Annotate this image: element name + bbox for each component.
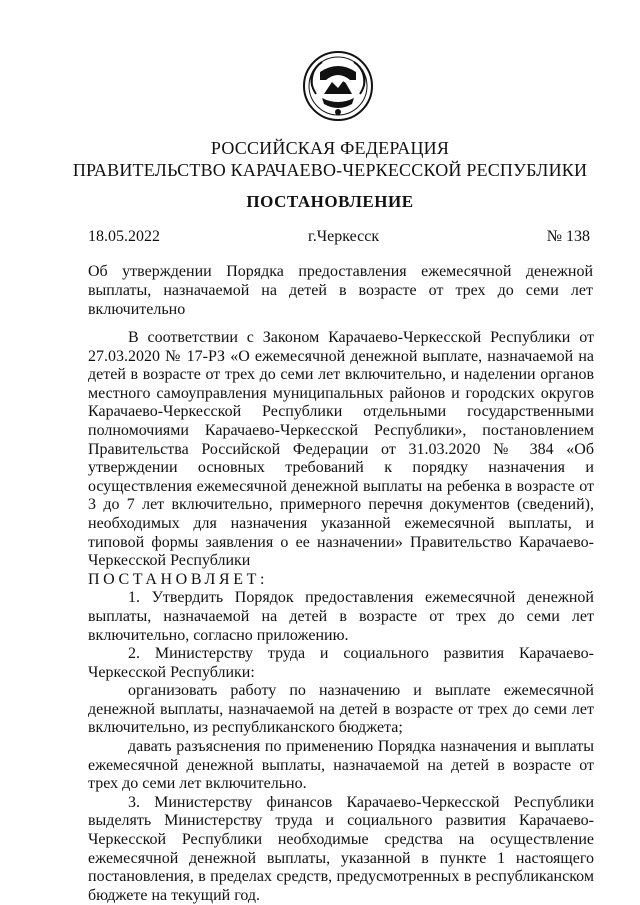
document-type: ПОСТАНОВЛЕНИЕ [246, 192, 414, 211]
document-city: г.Черкесск [308, 228, 380, 245]
coat-of-arms-icon [302, 50, 374, 122]
country-name: РОССИЙСКАЯ ФЕДЕРАЦИЯ [210, 138, 450, 158]
document-date: 18.05.2022 [88, 228, 160, 245]
resolves-heading: ПОСТАНОВЛЯЕТ: [88, 570, 268, 588]
preamble-paragraph: В соответствии с Законом Карачаево-Черкесской Республики от 27.03.2020 № 17-РЗ «О ежемесячной денежной выплате, назначаемой на детей в возрасте от трех до семи лет включительно, и наделении органов местного самоуправления муниципальных районов и городских округов Карачаево-Черкесской Республики отдельными государственными полномочиями Карачаево-Черкесской Республики», постановлением Правительства Российской Федерации от 31.03.2020 № 384 «Об утверждении основных требований к порядку назначения и осуществления ежемесячной денежной выплаты на ребенка в возрасте от 3 до 7 лет включительно, примерного перечня документов (сведений), необходимых для назначения указанной ежемесячной выплаты, и типовой формы заявления о ее назначении» Правительство Карачаево-Черкесской Республики [88, 329, 594, 570]
item-3-paragraph: 3. Министерству финансов Карачаево-Черкесской Республики выделять Министерству труда и социального развития Карачаево-Черкесской Республики необходимые средства на осуществление ежемесячной денежной выплаты, указанной в пункте 1 настоящего постановления, в пределах средств, предусмотренных в республиканском бюджете на текущий год. [88, 793, 594, 904]
government-name: ПРАВИТЕЛЬСТВО КАРАЧАЕВО-ЧЕРКЕССКОЙ РЕСПУБЛИКИ [72, 160, 588, 180]
item-2-paragraph: 2. Министерству труда и социального развития Карачаево-Черкесской Республики: [88, 645, 594, 681]
document-number: № 138 [546, 228, 590, 245]
document-meta [88, 228, 590, 250]
item-2a-paragraph: организовать работу по назначению и выплате ежемесячной денежной выплаты, назначаемой на детей в возрасте от трех до семи лет включительно, из республиканского бюджета; [88, 682, 594, 737]
item-2b-paragraph: давать разъяснения по применению Порядка назначения и выплаты ежемесячной денежной выплаты, назначаемой на детей в возрасте от трех до семи лет включительно. [88, 738, 594, 793]
item-1-paragraph: 1. Утвердить Порядок предоставления ежемесячной денежной выплаты, назначаемой на детей в возрасте от трех до семи лет включительно, согласно приложению. [88, 589, 594, 644]
document-subject: Об утверждении Порядка предоставления ежемесячной денежной выплаты, назначаемой на детей в возрасте от трех до семи лет включительно [88, 263, 593, 318]
document-body [88, 329, 594, 905]
